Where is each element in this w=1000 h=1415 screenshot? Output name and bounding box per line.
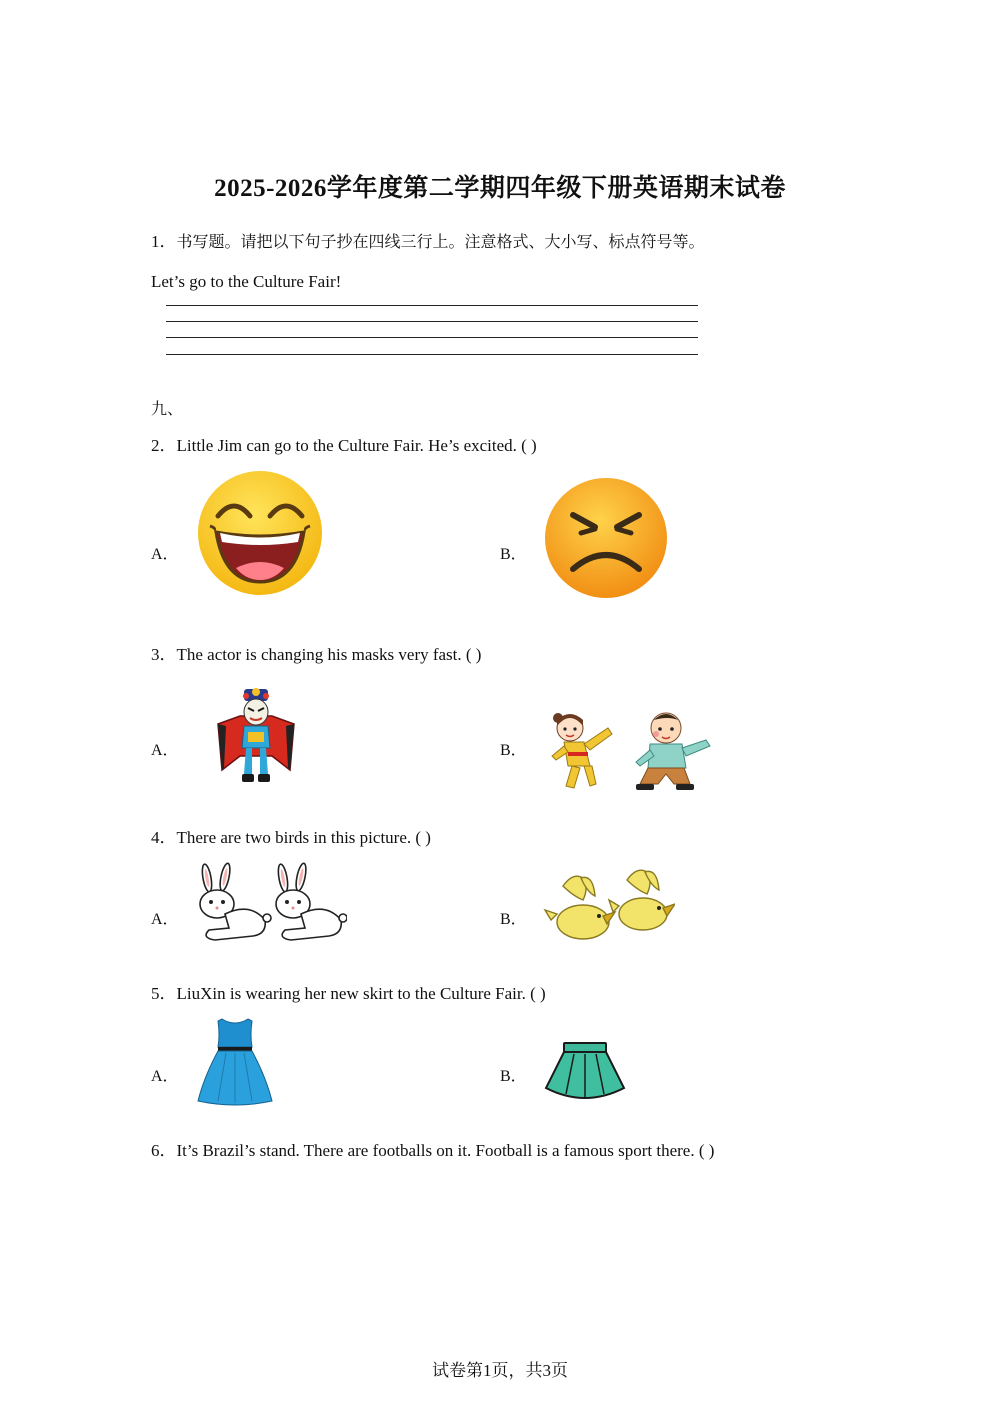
copy-sentence: Let’s go to the Culture Fair!: [151, 272, 342, 291]
writing-line: [166, 354, 698, 355]
writing-line: [166, 305, 698, 306]
option-a-label[interactable]: A．: [151, 1068, 179, 1085]
option-b-label[interactable]: B．: [500, 546, 527, 563]
green-skirt-icon[interactable]: [544, 1040, 626, 1106]
option-a-label[interactable]: A．: [151, 911, 179, 928]
option-a-label[interactable]: A．: [151, 742, 179, 759]
question-4: [151, 827, 431, 849]
laughing-face-icon[interactable]: [196, 470, 324, 596]
question-number: 1．: [151, 232, 177, 251]
question-number: 4．: [151, 828, 177, 847]
question-number: 3．: [151, 645, 177, 664]
face-changing-actor-icon[interactable]: [214, 686, 298, 786]
question-text: It’s Brazil’s stand. There are footballs on it. Football is a famous sport there. ( ): [176, 1141, 715, 1160]
question-number: 2．: [151, 436, 177, 455]
blue-dress-icon[interactable]: [196, 1017, 274, 1107]
question-instruction: 书写题。请把以下句子抄在四线三行上。注意格式、大小写、标点符号等。: [176, 232, 705, 251]
question-number: 6．: [151, 1141, 177, 1160]
angry-face-icon[interactable]: [543, 477, 669, 599]
option-b-label[interactable]: B．: [500, 742, 527, 759]
question-number: 5．: [151, 984, 177, 1003]
option-b-label[interactable]: B．: [500, 1068, 527, 1085]
writing-line: [166, 321, 698, 322]
writing-line: [166, 337, 698, 338]
question-text: There are two birds in this picture. ( ): [176, 828, 431, 847]
page-title: 2025-2026学年度第二学期四年级下册英语期末试卷: [214, 175, 786, 202]
kungfu-kids-icon[interactable]: [550, 710, 715, 795]
option-a-label[interactable]: A．: [151, 546, 179, 563]
two-rabbits-icon[interactable]: [195, 862, 347, 944]
question-text: LiuXin is wearing her new skirt to the Culture Fair. ( ): [176, 984, 546, 1003]
question-1: [151, 231, 705, 253]
page-footer: 试卷第1页，共3页: [432, 1361, 568, 1380]
question-2: [151, 435, 537, 457]
section-label: 九、: [151, 399, 184, 418]
question-3: [151, 644, 481, 666]
question-text: Little Jim can go to the Culture Fair. He’s excited. ( ): [176, 436, 537, 455]
option-b-label[interactable]: B．: [500, 911, 527, 928]
question-5: [151, 983, 546, 1005]
two-birds-icon[interactable]: [543, 866, 675, 944]
question-6: [151, 1140, 714, 1162]
question-text: The actor is changing his masks very fast. ( ): [176, 645, 482, 664]
